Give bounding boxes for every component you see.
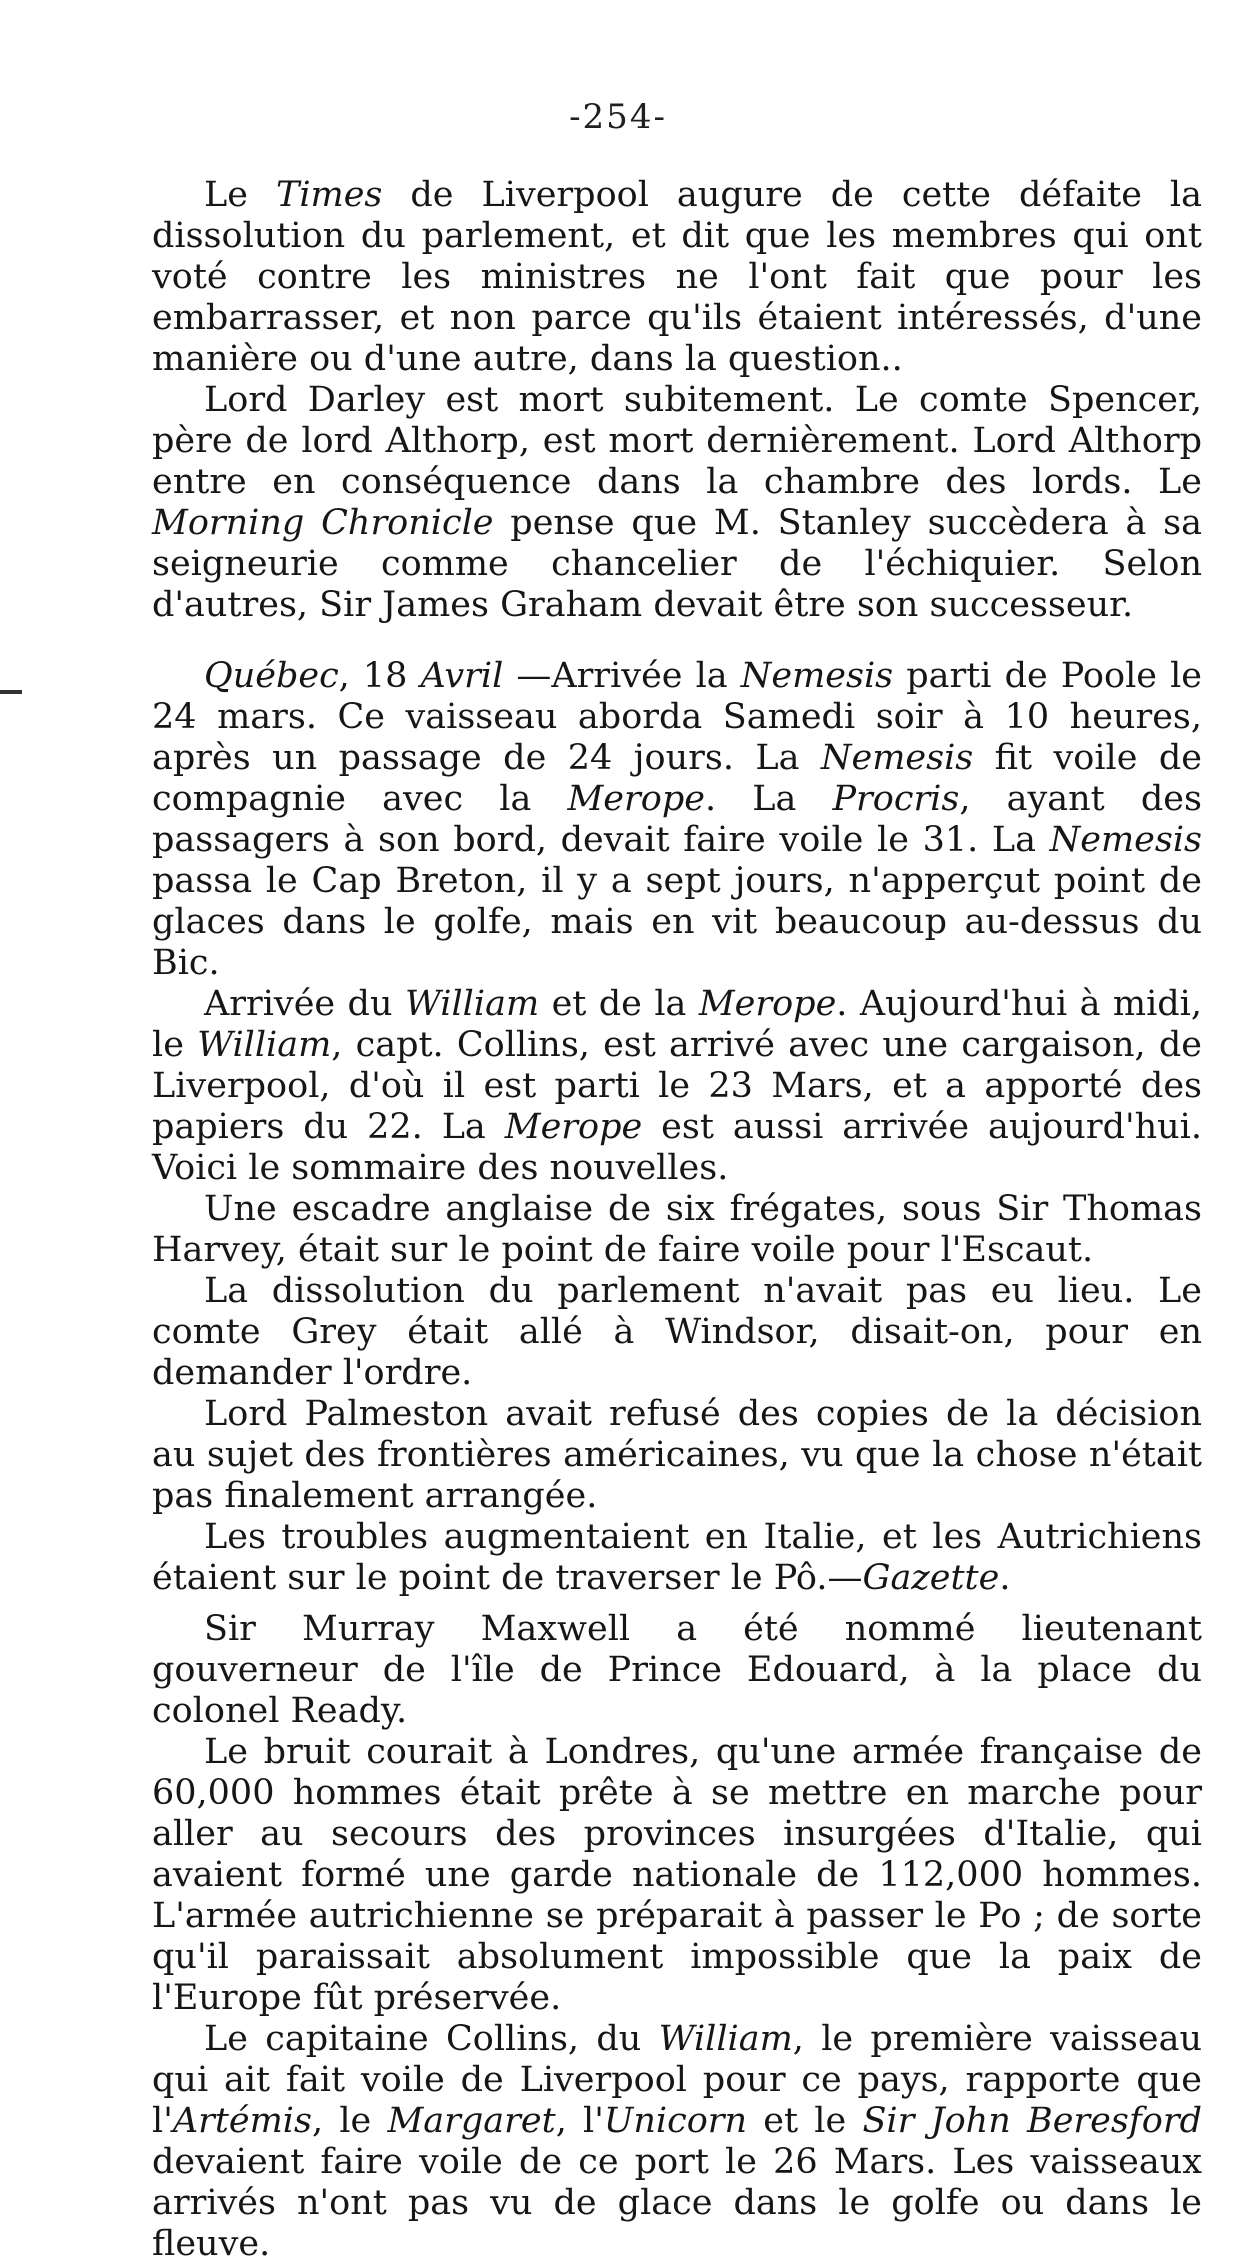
italic-text: William — [658, 2019, 793, 2059]
italic-text: Unicorn — [603, 2101, 748, 2141]
text-segment: . Aujourd'hui à midi, le — [152, 984, 1202, 1065]
italic-text: Sir John Beresford — [862, 2101, 1202, 2141]
paragraph — [152, 1271, 1202, 1394]
italic-text: Merope — [698, 984, 837, 1024]
text-segment: La dissolution du parlement n'avait pas eu lieu. Le comte Grey était allé à Windsor, disait-on, pour en demander l'ordre. — [152, 1271, 1202, 1393]
text-segment: —Arrivée la — [503, 656, 741, 696]
italic-text: Times — [275, 175, 383, 215]
text-segment: passa le Cap Breton, il y a sept jours, n'apperçut point de glaces dans le golfe, mais en vit beaucoup au-dessus du Bic. — [152, 861, 1202, 983]
italic-text: Merope — [567, 779, 705, 819]
text-segment: . — [999, 1558, 1011, 1598]
text-segment: , le — [311, 2101, 388, 2141]
italic-text: William — [197, 1025, 332, 1065]
italic-text: Procris — [832, 779, 960, 819]
text-segment: Le capitaine Collins, du — [204, 2019, 659, 2059]
paragraph — [152, 1517, 1202, 1599]
text-segment: , ayant des passagers à son bord, devait faire voile le 31. La — [152, 779, 1202, 860]
italic-text: William — [404, 984, 540, 1024]
text-segment: et de la — [539, 984, 699, 1024]
italic-text: Morning Chronicle — [152, 503, 494, 543]
text-segment: Le — [204, 175, 276, 215]
text-segment: pense que M. Stanley succèdera à sa seigneurie comme chancelier de l'échiquier. Selon d'autres, Sir James Graham devait être son successeur. — [152, 503, 1202, 625]
paragraph — [152, 1189, 1202, 1271]
text-segment: , 18 — [338, 656, 421, 696]
text-segment: parti de Poole le 24 mars. Ce vaisseau aborda Samedi soir à 10 heures, après un passage de 24 jours. La — [152, 656, 1202, 778]
italic-text: Artémis — [172, 2101, 312, 2141]
text-segment: de Liverpool augure de cette défaite la dissolution du parlement, et dit que les membres qui ont voté contre les ministres ne l'ont fait que pour les embarrasser, et non parce qu'ils étaient intéressés, d'une manière ou d'une autre, dans la question.. — [152, 175, 1202, 379]
text-segment: Sir Murray Maxwell a été nommé lieutenant gouverneur de l'île de Prince Edouard, à la place du colonel Ready. — [152, 1609, 1202, 1731]
text-segment: Lord Darley est mort subitement. Le comte Spencer, père de lord Althorp, est mort dernièrement. Lord Althorp entre en conséquence dans la chambre des lords. Le — [152, 380, 1202, 502]
italic-text: Merope — [504, 1107, 643, 1147]
italic-text: Nemesis — [740, 656, 894, 696]
paragraph — [152, 656, 1202, 984]
italic-text: Gazette — [862, 1558, 1000, 1598]
text-segment: , capt. Collins, est arrivé avec une cargaison, de Liverpool, d'où il est parti le 23 Mars, et a apporté des papiers du 22. La — [152, 1025, 1202, 1147]
text-segment: devaient faire voile de ce port le 26 Mars. Les vaisseaux arrivés n'ont pas vu de glace dans le golfe ou dans le fleuve. — [152, 2142, 1202, 2264]
paragraph — [152, 1609, 1202, 1732]
paragraph — [152, 2019, 1202, 2265]
text-segment: , le première vaisseau qui ait fait voile de Liverpool pour ce pays, rapporte que l' — [152, 2019, 1202, 2141]
paragraph — [152, 984, 1202, 1189]
page-number: -254- — [569, 97, 667, 137]
text-segment: fit voile de compagnie avec la — [152, 738, 1202, 819]
margin-mark — [0, 690, 22, 694]
text-segment: , l' — [555, 2101, 604, 2141]
paragraph — [152, 380, 1202, 626]
text-segment: Arrivée du — [204, 984, 405, 1024]
italic-text: Margaret — [387, 2101, 556, 2141]
text-segment: Les troubles augmentaient en Italie, et les Autrichiens étaient sur le point de traverser le Pô.— — [152, 1517, 1202, 1598]
italic-text: Nemesis — [1049, 820, 1202, 860]
italic-text: Québec — [204, 656, 339, 696]
text-segment: et le — [747, 2101, 863, 2141]
italic-text: Avril — [420, 656, 504, 696]
text-segment: Lord Palmeston avait refusé des copies de la décision au sujet des frontières américaines, vu que la chose n'était pas finalement arrangée. — [152, 1394, 1202, 1516]
text-segment: est aussi arrivée aujourd'hui. Voici le sommaire des nouvelles. — [152, 1107, 1202, 1188]
text-column — [152, 175, 1202, 2265]
paragraph — [152, 175, 1202, 380]
text-segment: . La — [704, 779, 833, 819]
paragraph — [152, 1732, 1202, 2019]
italic-text: Nemesis — [820, 738, 974, 778]
text-segment: Une escadre anglaise de six frégates, sous Sir Thomas Harvey, était sur le point de faire voile pour l'Escaut. — [152, 1189, 1202, 1270]
paragraph — [152, 1394, 1202, 1517]
text-segment: Le bruit courait à Londres, qu'une armée française de 60,000 hommes était prête à se mettre en marche pour aller au secours des provinces insurgées d'Italie, qui avaient formé une garde nationale de 112,000 hommes. L'armée autrichienne se préparait à passer le Po ; de sorte qu'il paraissait absolument impossible que la paix de l'Europe fût préservée. — [152, 1732, 1202, 2018]
